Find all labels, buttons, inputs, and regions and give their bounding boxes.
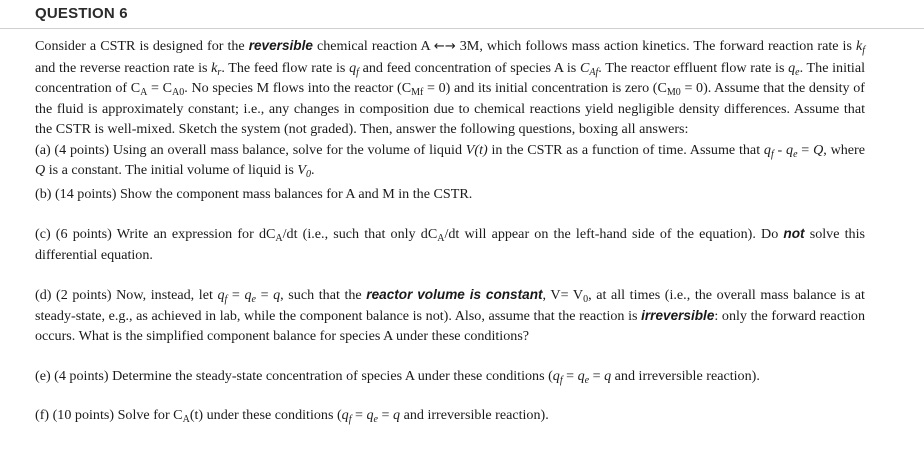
constant-volume-emphasis: reactor volume is constant xyxy=(366,287,543,302)
part-f: (f) (10 points) Solve for $C_A(t)$ under these conditions ($q_f = q_e = q$ and irreversible reaction). xyxy=(35,407,549,425)
question-header xyxy=(0,0,924,29)
part-a: (a) (4 points) Using an overall mass balance, solve for the volume of liquid V(t) in the CSTR as a function of time. Assume that $q_f - q_e = Q$, where Q is a constant. The initial volume of liquid is $V_0$. xyxy=(35,141,865,180)
not-emphasis: not xyxy=(783,226,805,241)
question-title: QUESTION 6 xyxy=(35,5,128,22)
part-c: (c) (6 points) Write an expression for $dC_A/dt$ (i.e., such that only $dC_A/dt$ will appear on the left-hand side of the equation). Do not solve this differential equation. xyxy=(35,226,865,263)
intro-paragraph: Consider a CSTR is designed for the reversible chemical reaction A ←→ 3M, which follows mass action kinetics. The forward reaction rate is $k_f$ and the reverse reaction rate is $k_r$. The feed flow rate is $q_f$ and feed concentration of species A is $C_{Af}$. The reactor effluent flow rate is $q_e$. The initial concentration of $C_A = C_{A0}$. No species M flows into the reactor $(C_{Mf} = 0)$ and its initial concentration is zero $(C_{M0} = 0)$. Assume that the density of the fluid is approximately constant; i.e., any changes in composition due to chemical reactions yield negligible density differences. Assume that the CSTR is well-mixed. Sketch the system (not graded). Then, answer the following questions, boxing all answers: xyxy=(35,38,866,137)
part-d: (d) (2 points) Now, instead, let $q_f = q_e = q$, such that the reactor volume is constant, $V= V_0$, at all times (i.e., the overall mass balance is at steady-state, e.g., as achieved in lab, while the component balance is not). Also, assume that the reaction is irreversible: only the forward reaction occurs. What is the simplified component balance for species A under these conditions? xyxy=(35,287,865,344)
reversible-arrow-icon: ←→ xyxy=(433,39,456,54)
reversible-emphasis: reversible xyxy=(248,38,313,53)
part-b: (b) (14 points) Show the component mass balances for A and M in the CSTR. xyxy=(35,185,473,202)
part-e: (e) (4 points) Determine the steady-state concentration of species A under these conditions ($q_f = q_e = q$ and irreversible reaction). xyxy=(35,367,760,386)
question-body xyxy=(35,36,865,426)
irreversible-emphasis: irreversible xyxy=(641,307,715,323)
